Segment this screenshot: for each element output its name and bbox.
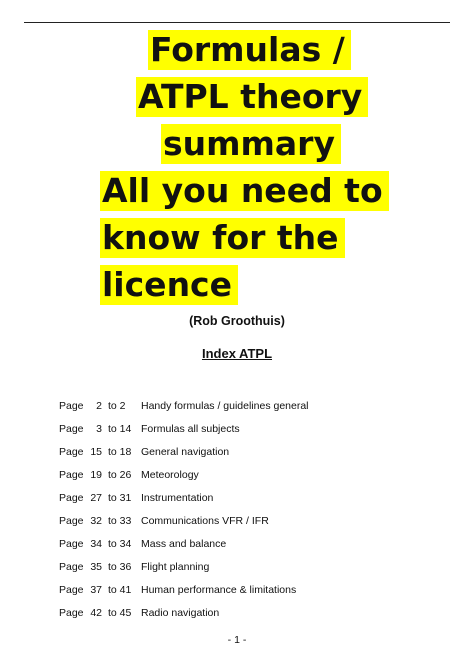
toc-from: 27 (90, 492, 102, 504)
toc-subject: Radio navigation (141, 607, 220, 619)
author: (Rob Groothuis) (189, 314, 285, 328)
toc-page-word: Page (59, 469, 84, 481)
toc-page-word: Page (59, 538, 84, 550)
toc-to: to 41 (108, 584, 132, 596)
toc-subject: Meteorology (141, 469, 199, 481)
title-line-5: know for the (100, 218, 345, 258)
toc-from: 42 (90, 607, 102, 619)
toc-page-word: Page (59, 400, 84, 412)
toc-from: 37 (90, 584, 102, 596)
index-title: Index ATPL (201, 346, 273, 361)
toc-subject: General navigation (141, 446, 230, 458)
toc-to: to 2 (108, 400, 126, 412)
toc-page-word: Page (59, 607, 84, 619)
toc-page-word: Page (59, 584, 84, 596)
top-rule (24, 22, 450, 23)
page-number: - 1 - (227, 634, 247, 646)
toc-to: to 34 (108, 538, 132, 550)
toc-to: to 45 (108, 607, 132, 619)
toc-from: 3 (96, 423, 102, 435)
toc-subject: Flight planning (141, 561, 210, 573)
toc-subject: Handy formulas / guidelines general (141, 400, 309, 412)
toc-page-word: Page (59, 561, 84, 573)
toc-subject: Instrumentation (141, 492, 214, 504)
toc-to: to 33 (108, 515, 132, 527)
toc-subject: Mass and balance (141, 538, 227, 550)
toc-subject: Formulas all subjects (141, 423, 240, 435)
toc-to: to 18 (108, 446, 132, 458)
toc-page-word: Page (59, 446, 84, 458)
toc-from: 19 (90, 469, 102, 481)
title-line-4: All you need to (100, 171, 389, 211)
title-line-2: ATPL theory (136, 77, 368, 117)
toc-page-word: Page (59, 492, 84, 504)
toc-to: to 14 (108, 423, 132, 435)
toc-to: to 36 (108, 561, 132, 573)
toc-from: 34 (90, 538, 102, 550)
toc-subject: Communications VFR / IFR (141, 515, 269, 527)
toc-from: 32 (90, 515, 102, 527)
toc-to: to 31 (108, 492, 132, 504)
toc-from: 35 (90, 561, 102, 573)
toc-from: 2 (96, 400, 102, 412)
title-line-6: licence (100, 265, 238, 305)
title-line-1: Formulas / (148, 30, 351, 70)
toc-subject: Human performance & limitations (141, 584, 297, 596)
toc-to: to 26 (108, 469, 132, 481)
toc-page-word: Page (59, 423, 84, 435)
toc-from: 15 (90, 446, 102, 458)
toc-page-word: Page (59, 515, 84, 527)
title-line-3: summary (161, 124, 341, 164)
